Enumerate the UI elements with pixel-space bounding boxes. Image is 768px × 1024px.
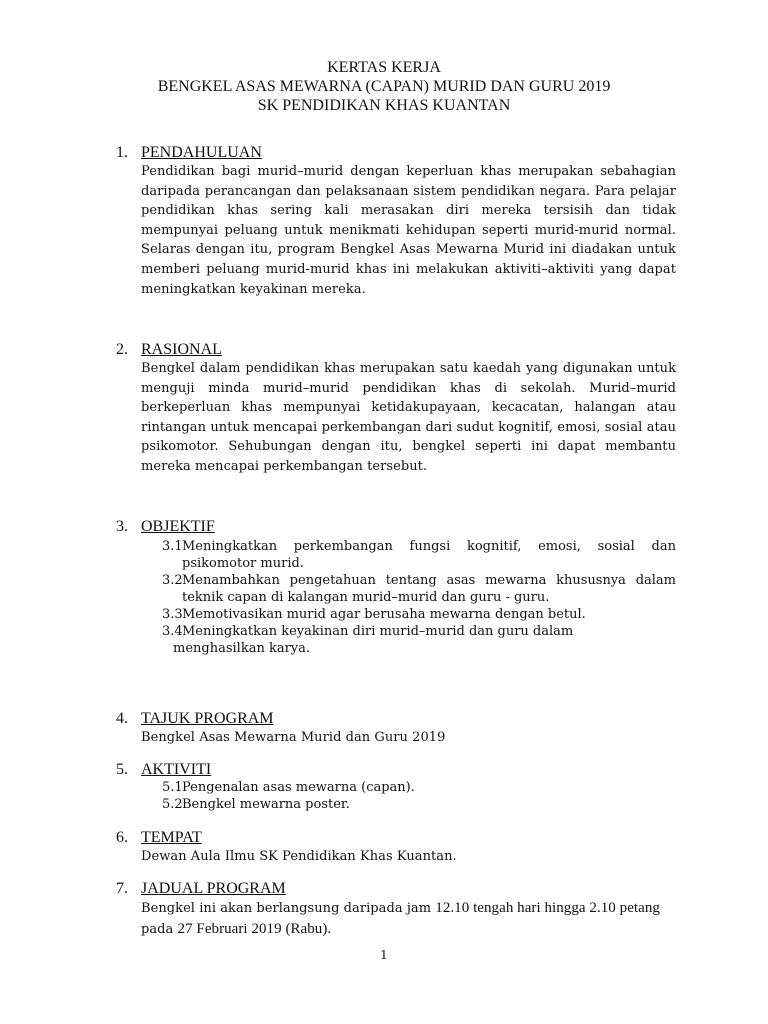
- section-number: 1.: [116, 144, 128, 161]
- activity-item: [162, 796, 676, 813]
- paragraph-line: Selaras dengan itu, program Bengkel Asas Mewarna Murid ini diadakan untuk: [141, 242, 676, 258]
- paragraph-line: pendidikan khas sering kali merasakan diri mereka tersisih dan tidak: [141, 203, 676, 219]
- objective-item: [162, 623, 676, 657]
- activity-number: 5.2: [162, 797, 183, 812]
- section-paragraph: [141, 898, 676, 940]
- objective-number: 3.1: [162, 539, 183, 554]
- section-aktiviti: [116, 760, 676, 813]
- paragraph-line: memberi peluang murid-murid khas ini melakukan aktiviti–aktiviti yang dapat: [141, 261, 676, 277]
- section-heading: [116, 143, 676, 162]
- section-rasional: [116, 340, 676, 477]
- objective-item: [162, 572, 676, 606]
- section-title: RASIONAL: [141, 341, 222, 358]
- section-number: 5.: [116, 761, 128, 778]
- section-heading: [116, 879, 676, 898]
- paragraph-line: Pendidikan bagi murid–murid dengan keperluan khas merupakan sebahagian: [141, 164, 676, 179]
- paragraph-line: mempunyai peluang untuk menikmati kehidupan seperti murid-murid normal.: [141, 222, 676, 238]
- paragraph-line: psikomotor. Sehubungan dengan itu, bengkel seperti ini dapat membantu: [141, 439, 676, 455]
- paragraph-line: menguji minda murid–murid pendidikan khas di sekolah. Murid–murid: [141, 380, 676, 396]
- activity-text: Pengenalan asas mewarna (capan).: [182, 780, 415, 795]
- objective-text: Meningkatkan keyakinan diri murid–murid dan guru dalam: [182, 624, 574, 639]
- section-paragraph: [141, 359, 676, 477]
- objective-number: 3.2: [162, 573, 183, 588]
- section-number: 4.: [116, 710, 128, 727]
- paragraph-line: mereka mencapai perkembangan tersebut.: [141, 458, 428, 474]
- section-paragraph: [141, 162, 676, 299]
- schedule-text: pada: [141, 922, 178, 937]
- section-heading: [116, 709, 676, 728]
- section-title: OBJEKTIF: [141, 518, 215, 535]
- section-number: 3.: [116, 518, 128, 535]
- objective-text: Menambahkan pengetahuan tentang asas mewarna khususnya dalam: [182, 573, 676, 588]
- paragraph-line: rintangan untuk mencapai perkembangan dari sudut kognitif, emosi, sosial atau: [141, 419, 676, 435]
- section-title: TEMPAT: [141, 829, 202, 846]
- section-number: 7.: [116, 880, 128, 897]
- section-heading: [116, 828, 676, 847]
- paragraph-line: meningkatkan keyakinan mereka.: [141, 281, 366, 297]
- section-title: TAJUK PROGRAM: [141, 710, 274, 727]
- schedule-line: [141, 919, 676, 940]
- schedule-time: 12.10 tengah hari hingga 2.10 petang: [435, 900, 660, 916]
- paragraph-line: daripada perancangan dan pelaksanaan sistem pendidikan negara. Para pelajar: [141, 183, 676, 199]
- section-number: 2.: [116, 341, 128, 358]
- activity-list: [162, 779, 676, 813]
- schedule-text: Bengkel ini akan berlangsung daripada jam: [141, 901, 436, 916]
- section-number: 6.: [116, 829, 128, 846]
- section-heading: [116, 760, 676, 779]
- title-line-3: SK PENDIDIKAN KHAS KUANTAN: [257, 97, 511, 114]
- schedule-date: 27 Februari 2019 (Rabu).: [177, 921, 332, 937]
- section-tajuk-program: [116, 709, 676, 748]
- objective-text: psikomotor murid.: [182, 556, 304, 571]
- section-pendahuluan: [116, 143, 676, 299]
- section-heading: [116, 517, 676, 536]
- section-title: JADUAL PROGRAM: [141, 880, 286, 897]
- paragraph-line: Bengkel dalam pendidikan khas merupakan satu kaedah yang digunakan untuk: [141, 361, 676, 376]
- objective-list: [162, 538, 676, 657]
- page-number: 1: [380, 948, 388, 962]
- section-tempat: [116, 828, 676, 867]
- section-jadual-program: [116, 879, 676, 940]
- section-text: Dewan Aula Ilmu SK Pendidikan Khas Kuantan.: [141, 849, 457, 864]
- title-line-1: KERTAS KERJA: [327, 59, 441, 76]
- activity-item: [162, 779, 676, 796]
- objective-number: 3.3: [162, 607, 183, 622]
- objective-text: menghasilkan karya.: [173, 641, 311, 656]
- section-text: Bengkel Asas Mewarna Murid dan Guru 2019: [141, 730, 446, 745]
- section-title: PENDAHULUAN: [141, 144, 262, 161]
- objective-text: Meningkatkan perkembangan fungsi kognitif, emosi, sosial dan: [182, 539, 676, 554]
- section-objektif: [116, 517, 676, 657]
- objective-number: 3.4: [162, 624, 183, 639]
- objective-item: [162, 538, 676, 572]
- title-line-2: BENGKEL ASAS MEWARNA (CAPAN) MURID DAN GURU 2019: [157, 78, 611, 95]
- schedule-line: [141, 898, 676, 919]
- activity-number: 5.1: [162, 780, 183, 795]
- objective-text: Memotivasikan murid agar berusaha mewarna dengan betul.: [182, 607, 586, 622]
- paragraph-line: berkeperluan khas mempunyai ketidakupayaan, kecacatan, halangan atau: [141, 400, 676, 416]
- section-title: AKTIVITI: [141, 761, 212, 778]
- document-title: [0, 58, 768, 115]
- activity-text: Bengkel mewarna poster.: [182, 797, 350, 812]
- objective-text: teknik capan di kalangan murid–murid dan guru - guru.: [182, 590, 550, 605]
- section-heading: [116, 340, 676, 359]
- objective-item: [162, 606, 676, 623]
